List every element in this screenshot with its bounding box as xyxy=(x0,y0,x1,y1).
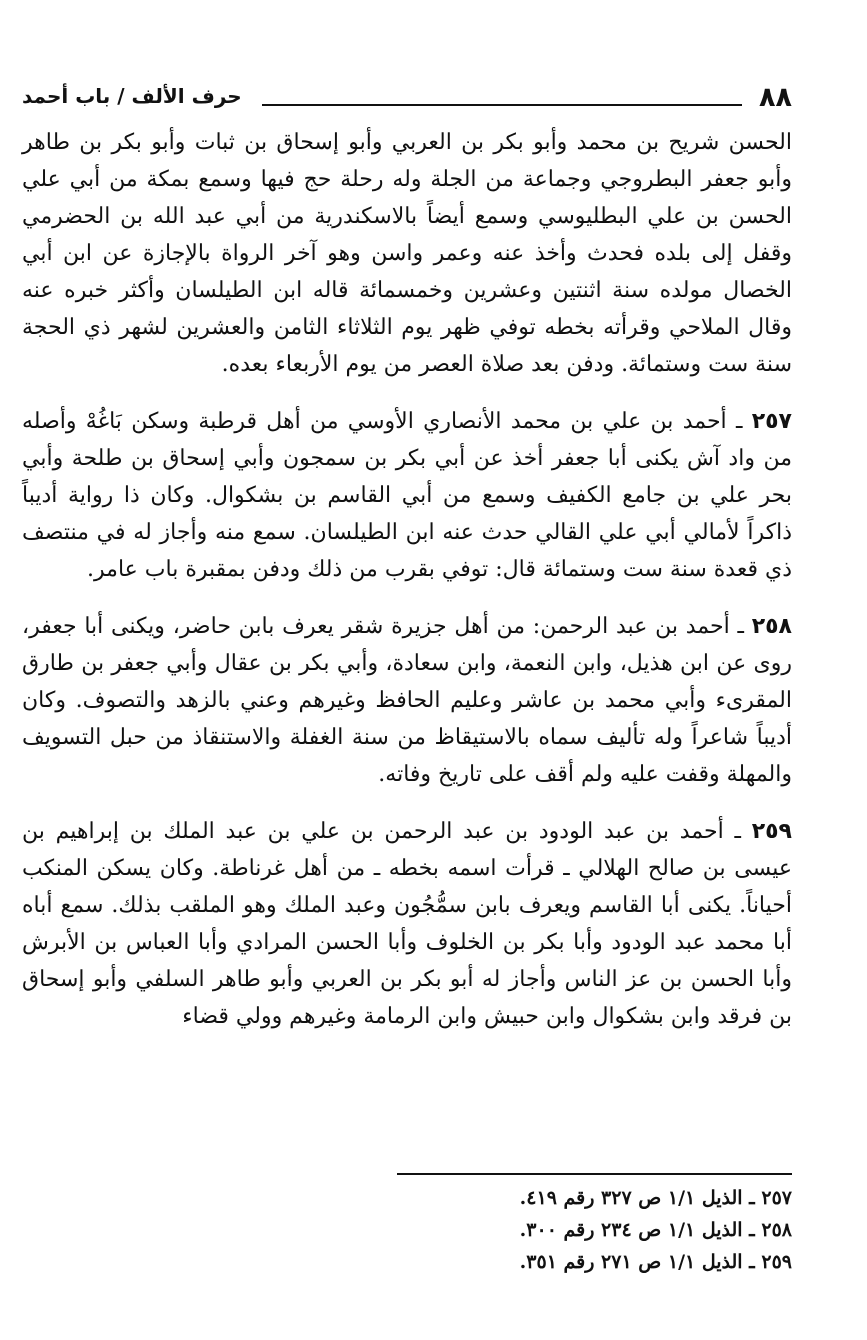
paragraph-text: ـ أحمد بن عبد الرحمن: من أهل جزيرة شقر يعرف بابن حاضر، ويكنى أبا جعفر، روى عن ابن هذيل، وابن النعمة، وابن سعادة، وأبي بكر بن عقال وأبي جعفر بن طارق المقرىء وأبي محمد بن عاشر وعليم الحافظ وغيرهم وعني بالزهد والتصوف. وكان أديباً شاعراً وله تأليف سماه بالاستيقاظ من سنة الغفلة والاستنقاذ من حبل التسويف والمهلة وقفت عليه ولم أقف على تاريخ وفاته. xyxy=(22,614,792,787)
running-title: حرف الألف / باب أحمد xyxy=(22,84,242,108)
footnote-258: ٢٥٨ ـ الذيل ١/١ ص ٢٣٤ رقم ٣٠٠. xyxy=(519,1219,792,1241)
paragraph-text: ـ أحمد بن عبد الودود بن عبد الرحمن بن علي بن عبد الملك بن إبراهيم بن عيسى بن صالح الهلالي ـ قرأت اسمه بخطه ـ من أهل غرناطة. وكان يسكن المنكب أحياناً. يكنى أبا القاسم ويعرف بابن سمُّجُون وعبد الملك وهو الملقب بذلك. سمع أباه أبا محمد عبد الودود وأبا بكر بن الخلوف وأبا الحسن المرادي وأبا العباس بن الأبرش وأبا الحسن بن عز الناس وأجاز له أبو بكر بن العربي وأبو طاهر السلفي وأبو إسحاق بن فرقد وابن بشكوال وابن حبيش وابن الرمامة وغيرهم وولي قضاء xyxy=(22,819,792,1029)
paragraph-continuation xyxy=(22,124,792,383)
footnotes xyxy=(22,1182,792,1278)
body-text xyxy=(22,124,792,1035)
page-number: ٨٨ xyxy=(759,82,792,113)
footnote-257: ٢٥٧ ـ الذيل ١/١ ص ٣٢٧ رقم ٤١٩. xyxy=(519,1187,792,1209)
entry-number: ٢٥٧ xyxy=(751,409,792,434)
entry-259 xyxy=(22,813,792,1035)
entry-number: ٢٥٨ xyxy=(751,614,792,639)
page-header xyxy=(22,82,792,118)
book-page xyxy=(22,70,792,1320)
entry-number: ٢٥٩ xyxy=(751,819,792,844)
header-rule xyxy=(262,104,742,106)
footnote-259: ٢٥٩ ـ الذيل ١/١ ص ٢٧١ رقم ٣٥١. xyxy=(519,1251,792,1273)
paragraph-text: ـ أحمد بن علي بن محمد الأنصاري الأوسي من أهل قرطبة وسكن بَاغُهْ وأصله من واد آش يكنى أبا جعفر أخذ عن أبي بكر بن سمجون وأبي إسحاق بن طلحة وأبي بحر علي بن جامع الكفيف وسمع من أبي القاسم بن بشكوال. وكان ذا رواية أديباً ذاكراً لأمالي أبي علي القالي حدث عنه ابن الطيلسان. سمع منه وأجاز له في منتصف ذي قعدة سنة ست وستمائة قال: توفي بقرب من ذلك ودفن بمقبرة باب عامر. xyxy=(22,409,792,582)
paragraph-text: الحسن شريح بن محمد وأبو بكر بن العربي وأبو إسحاق بن ثبات وأبو بكر بن طاهر وأبو جعفر البطروجي وجماعة من الجلة وله رحلة حج فيها وسمع بمكة من أبي علي الحسن بن علي البطليوسي وسمع أيضاً بالاسكندرية من أبي عبد الله بن الحضرمي وقفل إلى بلده فحدث وأخذ عنه وعمر واسن وهو آخر الرواة بالإجازة عن ابن أبي الخصال مولده سنة اثنتين وعشرين وخمسمائة قاله ابن الطيلسان وأكثر خبره عنه وقال الملاحي وقرأته بخطه توفي ظهر يوم الثلاثاء الثامن والعشرين لشهر ذي الحجة سنة ست وستمائة. ودفن بعد صلاة العصر من يوم الأربعاء بعده. xyxy=(22,130,792,377)
entry-257 xyxy=(22,403,792,588)
footnote-rule xyxy=(397,1173,792,1175)
entry-258 xyxy=(22,608,792,793)
